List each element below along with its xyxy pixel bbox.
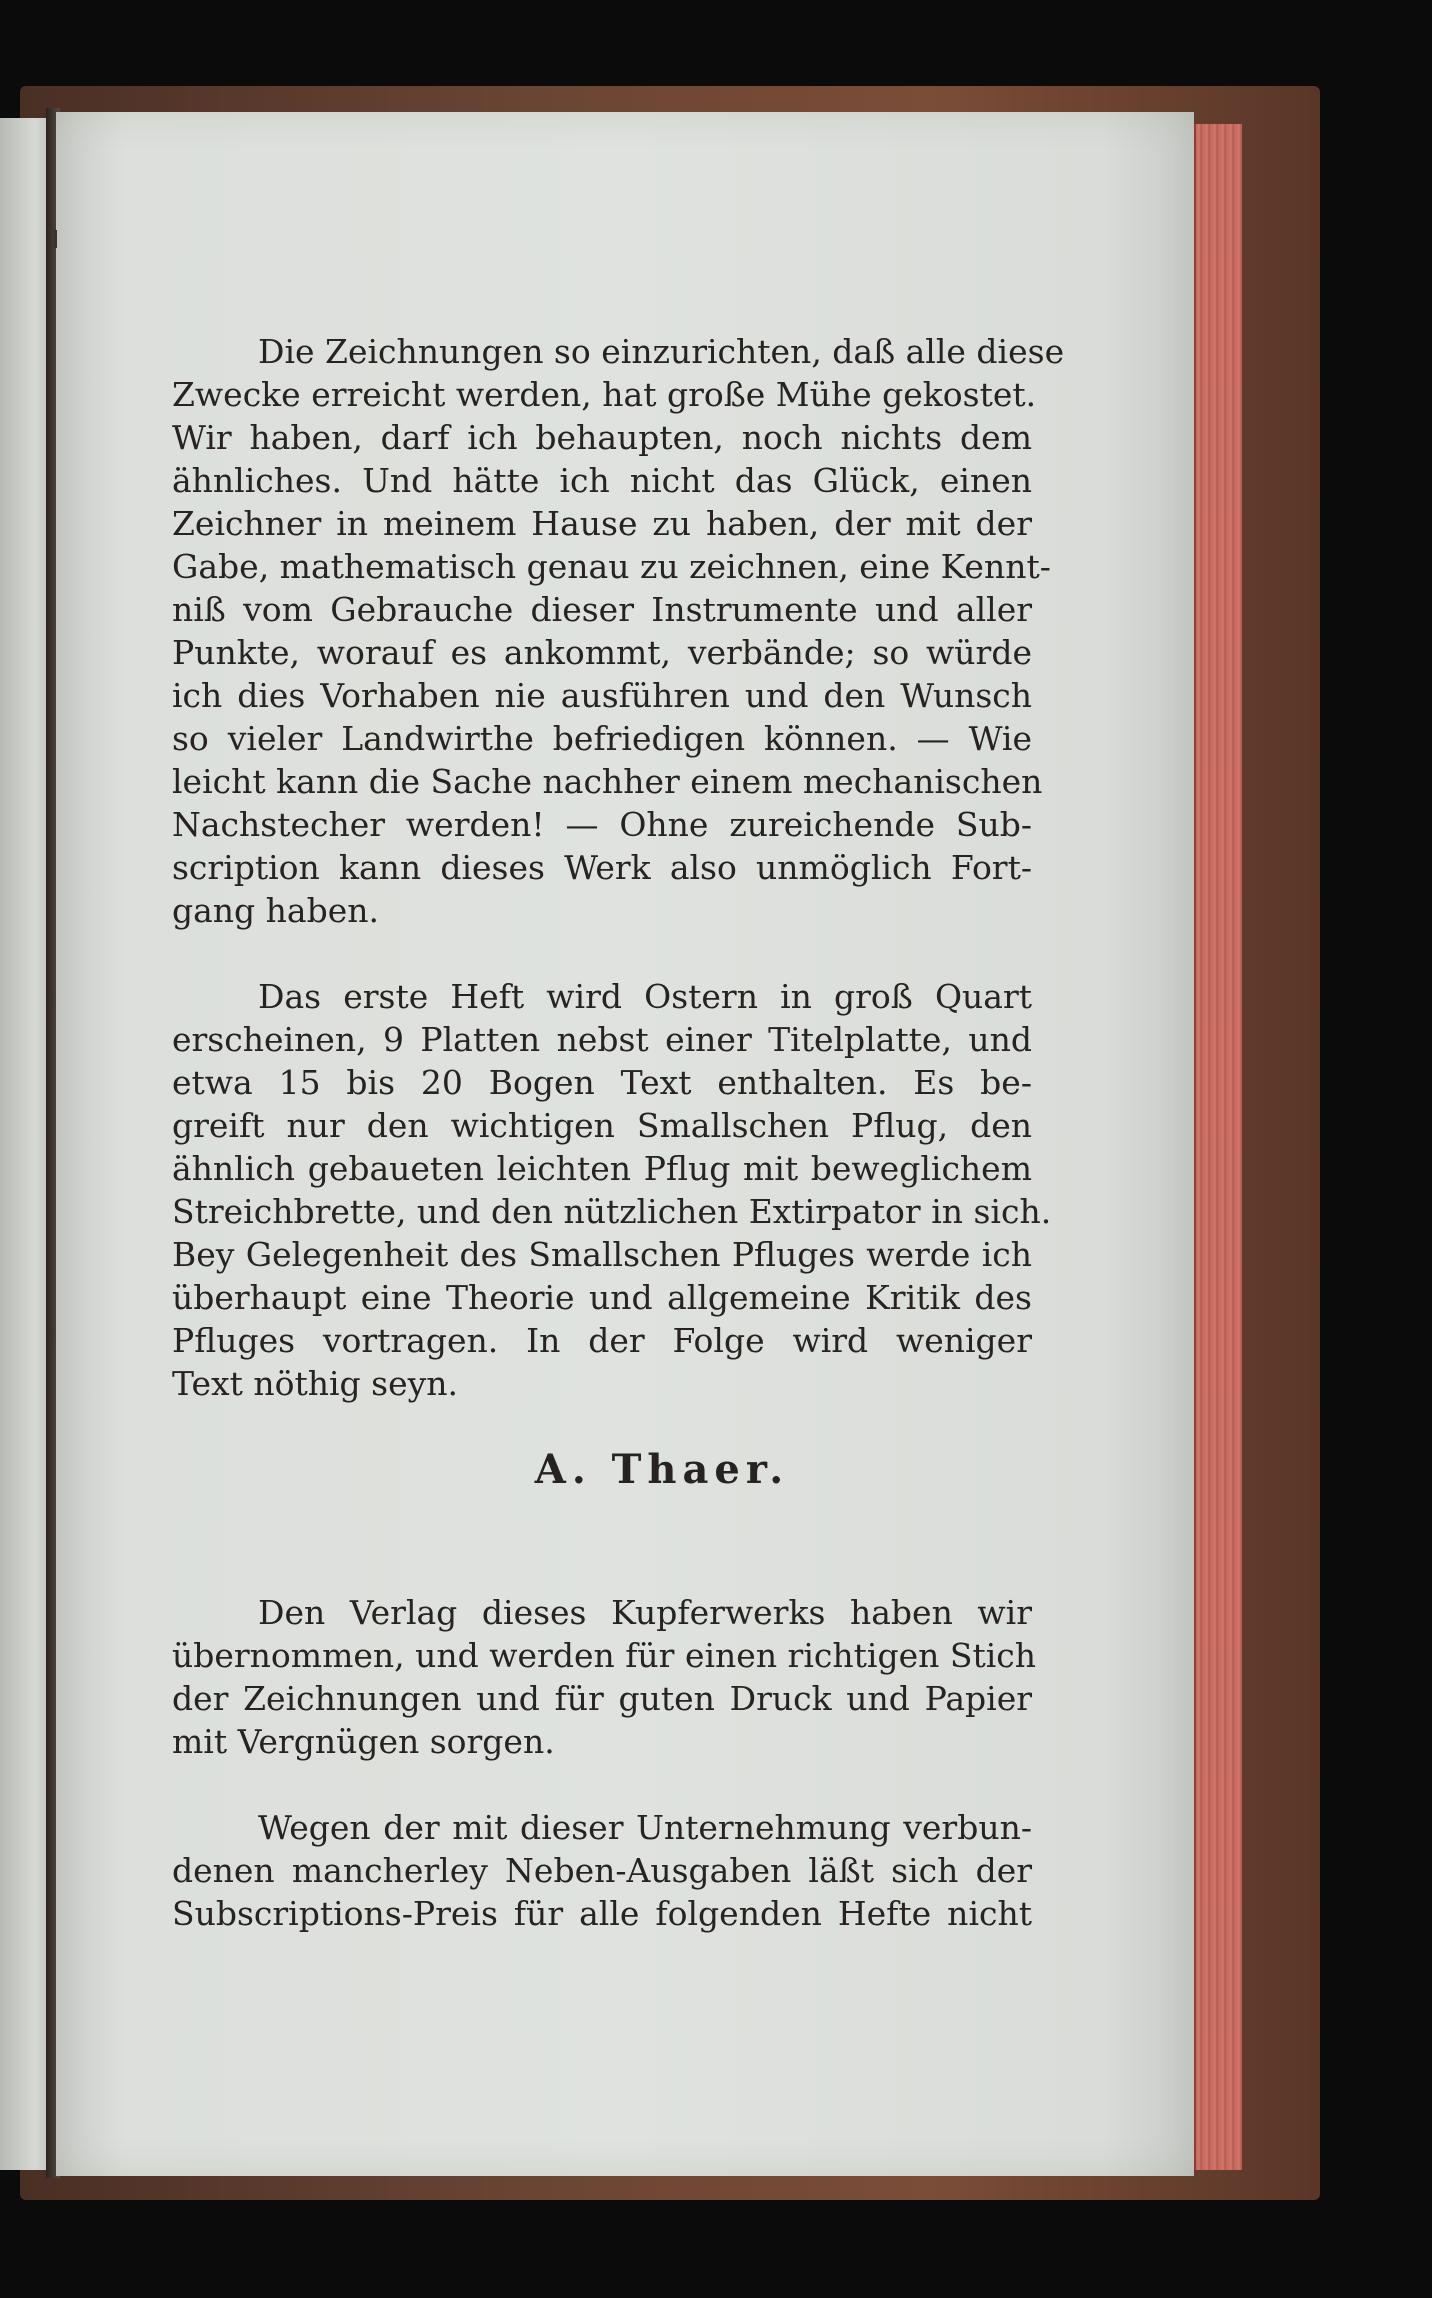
text-line: ähnlich gebaueten leichten Pflug mit beweglichem — [172, 1149, 1032, 1188]
paragraph-3 — [172, 1591, 1036, 1763]
text-line: mit Vergnügen sorgen. — [172, 1722, 555, 1761]
margin-mark — [50, 1330, 53, 1348]
page-block-red-edge — [1194, 124, 1242, 2170]
paragraph-2 — [172, 975, 1052, 1405]
text-line: übernommen, und werden für einen richtigen Stich — [172, 1636, 1036, 1675]
text-line: ich dies Vorhaben nie ausführen und den Wunsch — [172, 676, 1032, 715]
text-line: etwa 15 bis 20 Bogen Text enthalten. Es be- — [172, 1063, 1032, 1102]
text-line: denen mancherley Neben-Ausgaben läßt sich der — [172, 1851, 1032, 1890]
text-line: ähnliches. Und hätte ich nicht das Glück, einen — [172, 461, 1032, 500]
text-line: so vieler Landwirthe befriedigen können. — Wie — [172, 719, 1032, 758]
text-line: Text nöthig seyn. — [172, 1364, 458, 1403]
text-line: niß vom Gebrauche dieser Instrumente und aller — [172, 590, 1032, 629]
text-line: Pfluges vortragen. In der Folge wird weniger — [172, 1321, 1032, 1360]
text-line: leicht kann die Sache nachher einem mechanischen — [172, 762, 1043, 801]
text-line: Wegen der mit dieser Unternehmung verbun- — [258, 1808, 1032, 1847]
text-line: Bey Gelegenheit des Smallschen Pfluges werde ich — [172, 1235, 1032, 1274]
text-line: erscheinen, 9 Platten nebst einer Titelplatte, und — [172, 1020, 1032, 1059]
text-line: greift nur den wichtigen Smallschen Pflug, den — [172, 1106, 1032, 1145]
text-line: überhaupt eine Theorie und allgemeine Kritik des — [172, 1278, 1032, 1317]
text-line: Wir haben, darf ich behaupten, noch nichts dem — [172, 418, 1032, 457]
margin-mark — [54, 230, 57, 248]
text-line: gang haben. — [172, 891, 379, 930]
text-line: Den Verlag dieses Kupferwerks haben wir — [258, 1593, 1032, 1632]
text-line: Subscriptions-Preis für alle folgenden Hefte nicht — [172, 1894, 1032, 1933]
text-line: Zeichner in meinem Hause zu haben, der mit der — [172, 504, 1032, 543]
text-line: Die Zeichnungen so einzurichten, daß alle diese — [258, 332, 1065, 371]
left-page-edge — [0, 118, 50, 2170]
text-line: der Zeichnungen und für guten Druck und Papier — [172, 1679, 1032, 1718]
text-line: Streichbrette, und den nützlichen Extirpator in sich. — [172, 1192, 1052, 1231]
text-line: Punkte, worauf es ankommt, verbände; so würde — [172, 633, 1032, 672]
text-line: Zwecke erreicht werden, hat große Mühe gekostet. — [172, 375, 1037, 414]
text-line: Nachstecher werden! — Ohne zureichende Sub- — [172, 805, 1032, 844]
page-text — [172, 330, 1065, 1978]
paragraph-1 — [172, 330, 1065, 932]
text-line: Das erste Heft wird Ostern in groß Quart — [258, 977, 1032, 1016]
text-line: Gabe, mathematisch genau zu zeichnen, eine Kennt- — [172, 547, 1051, 586]
text-line: scription kann dieses Werk also unmöglich Fort- — [172, 848, 1032, 887]
paragraph-4 — [172, 1806, 1032, 1935]
signature: A. Thaer. — [534, 1446, 790, 1493]
margin-mark — [50, 990, 53, 1008]
